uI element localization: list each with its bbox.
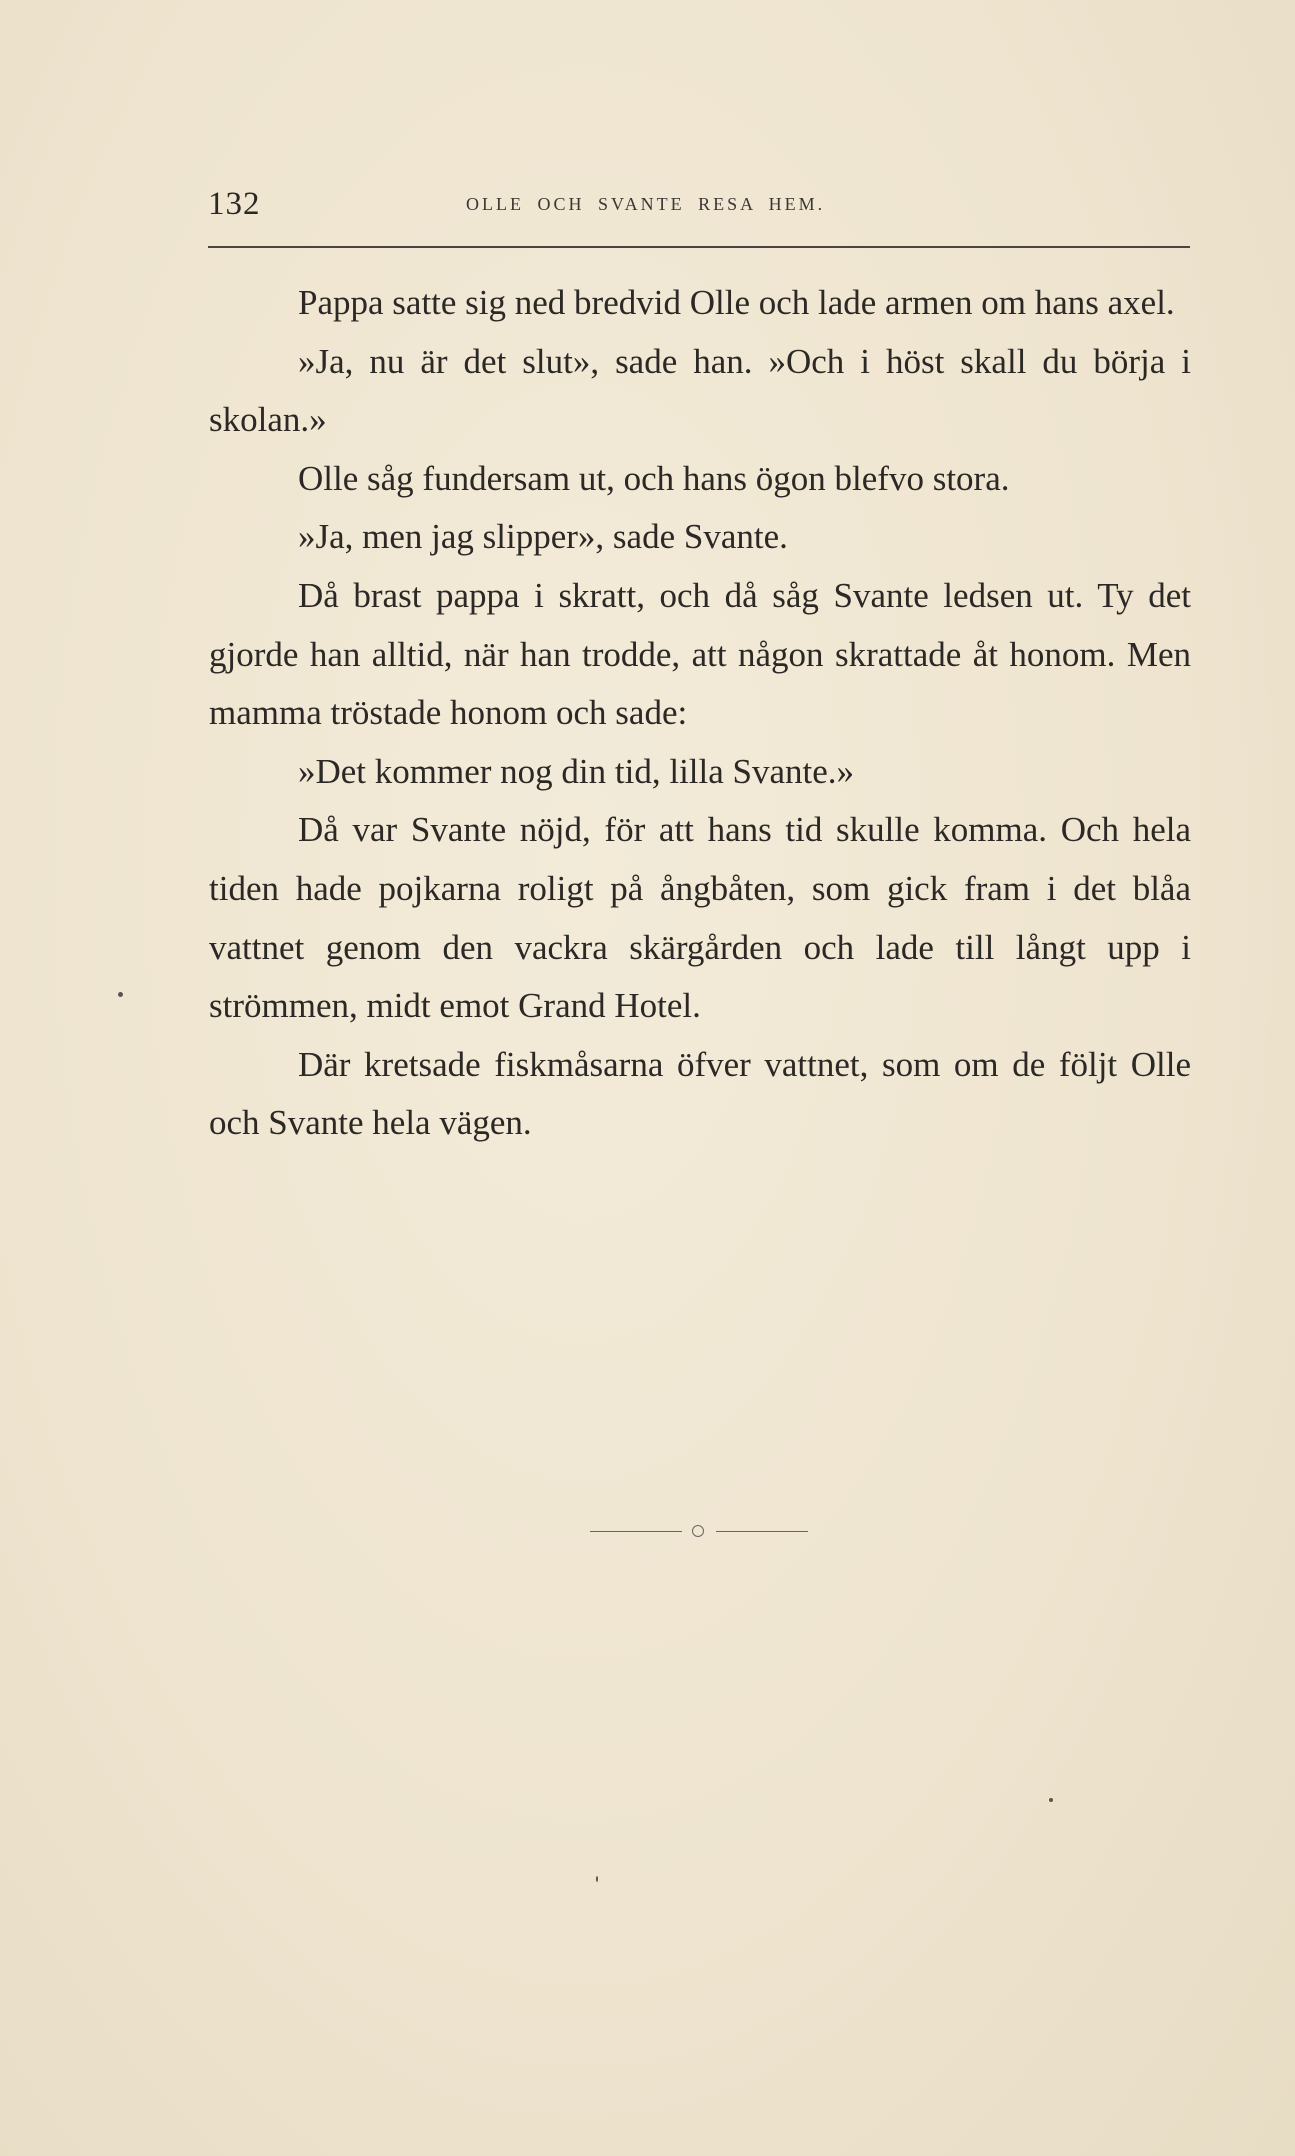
paragraph: Pappa satte sig ned bredvid Olle och lade armen om hans axel. — [298, 283, 1175, 322]
ornament-line-left — [590, 1531, 682, 1532]
ornament-ring — [692, 1525, 704, 1537]
paper-speck — [118, 992, 123, 997]
paragraph: »Ja, nu är det slut», sade han. »Och i höst skall du börja i skolan.» — [209, 341, 1191, 440]
page-number: 132 — [208, 186, 261, 222]
paper-speck — [596, 1876, 598, 1882]
ornament-line-right — [716, 1531, 808, 1532]
running-head — [208, 178, 1198, 228]
paragraph: Då brast pappa i skratt, och då såg Svante ledsen ut. Ty det gjorde han alltid, när han trodde, att någon skrattade åt honom. Men mamma tröstade honom och sade: — [209, 575, 1191, 733]
paragraph: Där kretsade fiskmåsarna öfver vattnet, som om de följt Olle och Svante hela vägen. — [209, 1044, 1191, 1143]
paper-speck — [1049, 1798, 1053, 1802]
paragraph: Då var Svante nöjd, för att hans tid skulle komma. Och hela tiden hade pojkarna roligt på ångbåten, som gick fram i det blåa vattnet genom den vackra skärgården och lade till långt upp i strömmen, midt emot Grand Hotel. — [209, 810, 1191, 1026]
paragraph: »Det kommer nog din tid, lilla Svante.» — [298, 751, 855, 791]
paragraph: Olle såg fundersam ut, och hans ögon blefvo stora. — [298, 458, 1010, 498]
paragraph: »Ja, men jag slipper», sade Svante. — [298, 517, 788, 557]
header-rule — [208, 246, 1190, 248]
running-title: OLLE OCH SVANTE RESA HEM. — [466, 194, 826, 214]
section-end-ornament — [590, 1524, 808, 1540]
body-text — [209, 274, 1191, 1153]
